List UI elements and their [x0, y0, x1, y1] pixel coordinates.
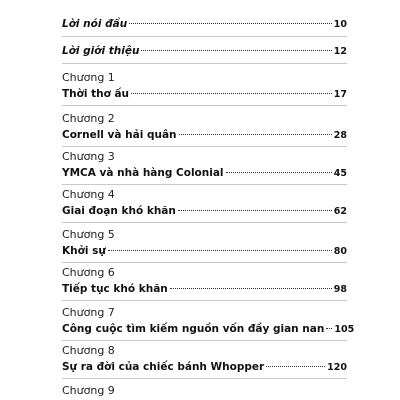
- toc-entry-chapter-6: [62, 266, 347, 296]
- toc-page-number: 28: [333, 130, 347, 141]
- toc-page-number: 10: [333, 19, 347, 30]
- toc-entry-chapter-5: [62, 228, 347, 258]
- toc-page-number: 105: [334, 324, 355, 335]
- divider: [62, 36, 347, 37]
- chapter-label: Chương 8: [62, 344, 115, 357]
- chapter-label: Chương 7: [62, 306, 115, 319]
- chapter-label: Chương 1: [62, 71, 115, 84]
- dot-leader: [326, 328, 332, 329]
- divider: [62, 146, 347, 147]
- toc-line: [62, 167, 347, 180]
- chapter-label: Chương 9: [62, 384, 115, 397]
- divider: [62, 105, 347, 106]
- toc-entry-title: Sự ra đời của chiếc bánh Whopper: [62, 361, 265, 373]
- chapter-label: Chương 2: [62, 112, 115, 125]
- toc-line: [62, 88, 347, 101]
- divider: [62, 378, 347, 379]
- toc-entry-chapter-2: [62, 112, 347, 142]
- divider: [62, 340, 347, 341]
- toc-line: [62, 45, 347, 58]
- divider: [62, 184, 347, 185]
- toc-entry-title: Lời giới thiệu: [62, 45, 140, 57]
- toc-page-number: 98: [333, 284, 347, 295]
- toc-entry-title: Cornell và hải quân: [62, 129, 177, 141]
- toc-page-number: 17: [333, 89, 347, 100]
- toc-entry-chapter-8: [62, 344, 347, 374]
- divider: [62, 63, 347, 64]
- toc-page-number: 12: [333, 46, 347, 57]
- toc-entry-chapter-9: [62, 384, 347, 397]
- toc-line: [62, 361, 347, 374]
- dot-leader: [108, 250, 332, 251]
- toc-line: [62, 205, 347, 218]
- dot-leader: [179, 134, 332, 135]
- toc-entry-chapter-7: [62, 306, 355, 336]
- dot-leader: [170, 288, 332, 289]
- toc-entry-title: Khởi sự: [62, 245, 106, 257]
- toc-line: [62, 283, 347, 296]
- chapter-label: Chương 6: [62, 266, 115, 279]
- toc-entry-foreword: [62, 18, 347, 31]
- divider: [62, 222, 347, 223]
- dot-leader: [131, 93, 332, 94]
- chapter-label: Chương 5: [62, 228, 115, 241]
- toc-entry-introduction: [62, 45, 347, 58]
- toc-entry-chapter-3: [62, 150, 347, 180]
- toc-entry-title: YMCA và nhà hàng Colonial: [62, 167, 224, 179]
- toc-entry-title: Lời nói đầu: [62, 18, 128, 30]
- toc-entry-title: Công cuộc tìm kiếm nguồn vốn đầy gian nan: [62, 323, 325, 335]
- toc-line: [62, 245, 347, 258]
- toc-line: [62, 18, 347, 31]
- toc-entry-chapter-4: [62, 188, 347, 218]
- chapter-label: Chương 3: [62, 150, 115, 163]
- toc-entry-title: Tiếp tục khó khăn: [62, 283, 168, 295]
- dot-leader: [129, 23, 332, 24]
- chapter-label: Chương 4: [62, 188, 115, 201]
- toc-entry-title: Giai đoạn khó khăn: [62, 205, 176, 217]
- toc-page-number: 80: [333, 246, 347, 257]
- dot-leader: [266, 366, 325, 367]
- toc-page-number: 120: [327, 362, 347, 373]
- dot-leader: [141, 50, 331, 51]
- divider: [62, 262, 347, 263]
- toc-page-number: 45: [333, 168, 347, 179]
- toc-line: [62, 129, 347, 142]
- dot-leader: [226, 172, 332, 173]
- toc-entry-chapter-1: [62, 71, 347, 101]
- divider: [62, 300, 347, 301]
- dot-leader: [178, 210, 332, 211]
- toc-entry-title: Thời thơ ấu: [62, 88, 130, 100]
- toc-page-number: 62: [333, 206, 347, 217]
- toc-line: [62, 323, 355, 336]
